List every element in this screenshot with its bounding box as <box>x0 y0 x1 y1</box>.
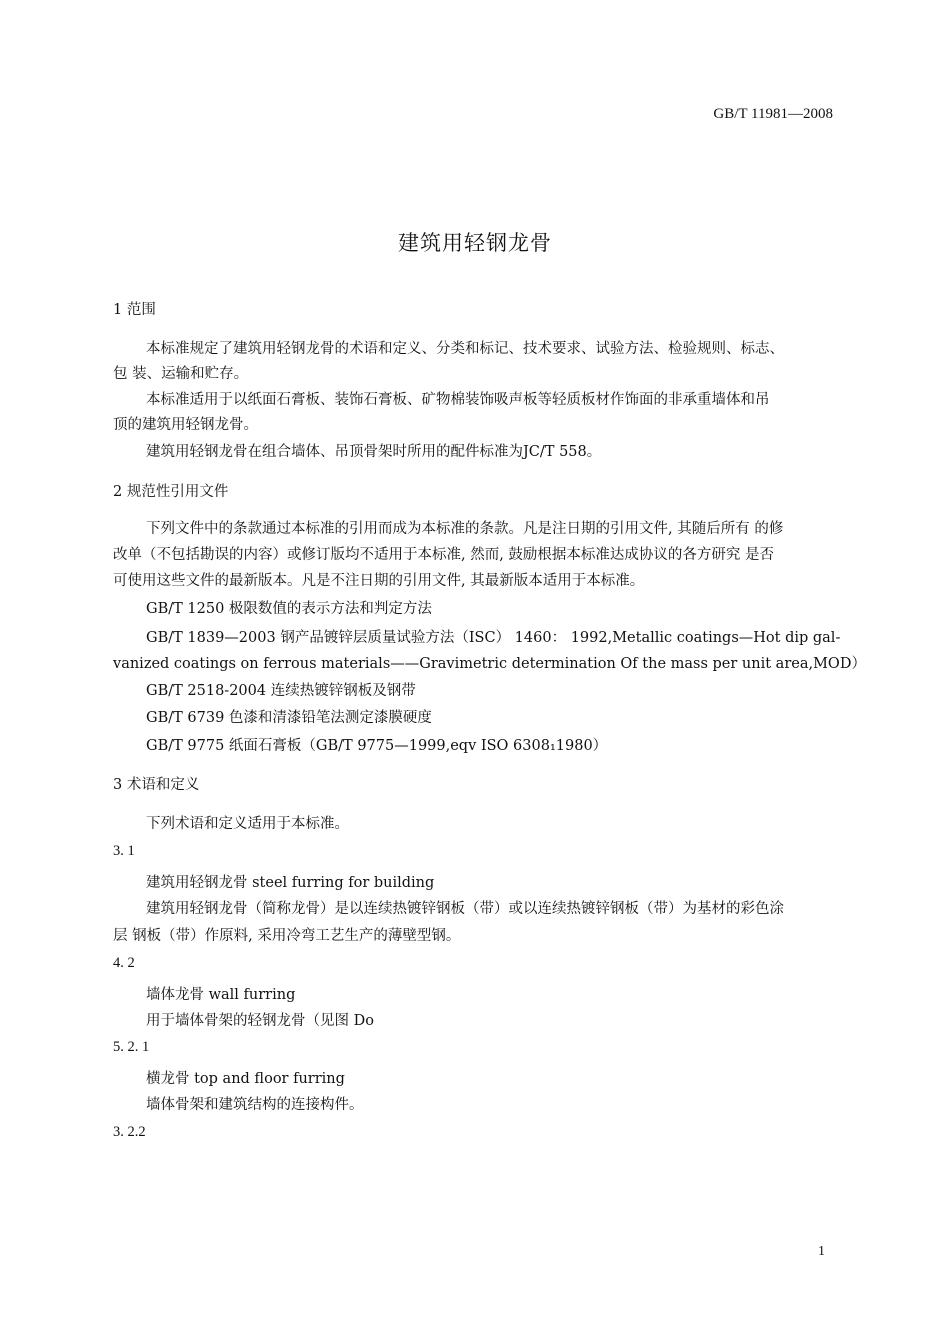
term-definition: 建筑用轻钢龙骨（简称龙骨）是以连续热镀锌钢板（带）或以连续热镀锌钢板（带）为基材的彩色涂 <box>146 901 784 917</box>
paragraph-line: 下列术语和定义适用于本标准。 <box>146 816 349 832</box>
term-name: 墙体龙骨 wall furring <box>146 987 296 1003</box>
reference-item-continued: vanized coatings on ferrous materials——Gravimetric determination Of the mass per unit area,MOD） <box>113 656 866 672</box>
document-code: GB/T 11981—2008 <box>713 106 833 122</box>
reference-item: GB/T 9775 纸面石膏板（GB/T 9775—1999,eqv ISO 6308₁1980） <box>146 738 608 754</box>
reference-item: GB/T 1250 极限数值的表示方法和判定方法 <box>146 601 432 617</box>
section-heading-references: 2 规范性引用文件 <box>113 484 229 500</box>
paragraph-line: 本标准适用于以纸面石膏板、装饰石膏板、矿物棉装饰吸声板等轻质板材作饰面的非承重墙体和吊 <box>146 392 770 408</box>
term-number: 5. 2. 1 <box>113 1039 150 1055</box>
reference-item: GB/T 6739 色漆和清漆铅笔法测定漆膜硬度 <box>146 710 432 726</box>
term-number: 4. 2 <box>113 955 135 971</box>
term-number: 3. 2.2 <box>113 1124 146 1140</box>
paragraph-line: 本标准规定了建筑用轻钢龙骨的术语和定义、分类和标记、技术要求、试验方法、检验规则、标志、 <box>146 341 784 357</box>
paragraph-line: 建筑用轻钢龙骨在组合墙体、吊顶骨架时所用的配件标准为JC/T 558。 <box>146 444 602 460</box>
paragraph-line: 顶的建筑用轻钢龙骨。 <box>113 417 258 433</box>
paragraph-line: 包 装、运输和贮存。 <box>113 366 249 382</box>
term-number: 3. 1 <box>113 843 135 859</box>
reference-item: GB/T 1839—2003 钢产品镀锌层质量试验方法（ISC） 1460： 1992,Metallic coatings—Hot dip gal- <box>146 630 841 646</box>
term-definition: 用于墙体骨架的轻钢龙骨（见图 Do <box>146 1013 374 1029</box>
term-definition: 墙体骨架和建筑结构的连接构件。 <box>146 1097 364 1113</box>
paragraph-line: 下列文件中的条款通过本标准的引用而成为本标准的条款。凡是注日期的引用文件, 其随后所有 的修 <box>146 521 784 537</box>
reference-item: GB/T 2518-2004 连续热镀锌钢板及钢带 <box>146 683 416 699</box>
term-name: 建筑用轻钢龙骨 steel furring for building <box>146 875 435 891</box>
paragraph-line: 可使用这些文件的最新版本。凡是不注日期的引用文件, 其最新版本适用于本标准。 <box>113 573 645 589</box>
paragraph-line: 改单（不包括勘误的内容）或修订版均不适用于本标准, 然而, 鼓励根据本标准达成协议的各方研究 是否 <box>113 547 775 563</box>
section-heading-scope: 1 范围 <box>113 302 156 318</box>
page-number: 1 <box>818 1244 825 1259</box>
term-name: 横龙骨 top and floor furring <box>146 1071 345 1087</box>
section-heading-terms: 3 术语和定义 <box>113 777 200 793</box>
term-definition: 层 钢板（带）作原料, 采用冷弯工艺生产的薄壁型钢。 <box>113 928 461 944</box>
document-title: 建筑用轻钢龙骨 <box>398 231 552 255</box>
